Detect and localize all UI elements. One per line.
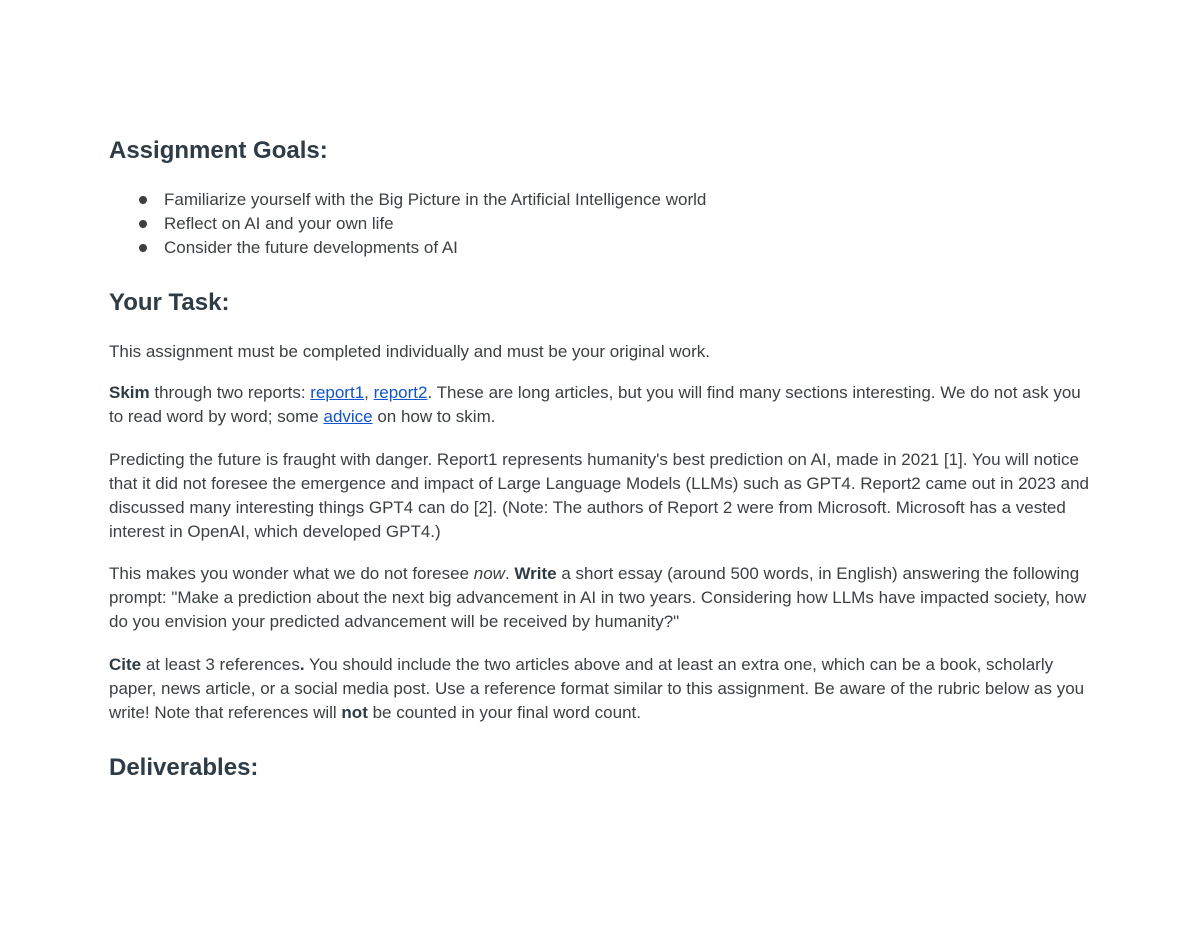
paragraph-text: This makes you wonder what we do not foresee [109, 564, 474, 583]
report2-link[interactable]: report2 [373, 383, 428, 402]
paragraph-text: on how to skim. [372, 407, 496, 426]
paragraph-text: a short essay (around 500 words, in English) answering the following prompt: "Make a prediction about the next big advancement in AI in two years. Considering how LLMs have impacted society, how do you envision your predicted advancement will be received by humanity?" [109, 564, 1087, 631]
bullet-icon [139, 196, 147, 204]
goal-text: Reflect on AI and your own life [164, 214, 394, 233]
deliverables-heading: Deliverables: [109, 754, 259, 781]
list-item [109, 236, 706, 260]
paragraph-text: . [504, 564, 515, 583]
period-bold-text: . [299, 655, 305, 674]
cite-bold-text: Cite [109, 655, 142, 674]
now-italic-text: now [473, 564, 505, 583]
assignment-goals-heading: Assignment Goals: [109, 137, 328, 164]
skim-paragraph [109, 381, 1099, 429]
bullet-icon [139, 220, 147, 228]
individual-work-paragraph: This assignment must be completed individually and must be your original work. [109, 342, 710, 361]
skim-bold-text: Skim [109, 383, 150, 402]
write-essay-paragraph [109, 562, 1099, 634]
goals-list [109, 188, 706, 260]
separator-text: , [364, 383, 374, 402]
list-item [109, 212, 706, 236]
not-bold-text: not [341, 703, 368, 722]
paragraph-text: through two reports: [149, 383, 311, 402]
list-item [109, 188, 706, 212]
write-bold-text: Write [514, 564, 557, 583]
goal-text: Familiarize yourself with the Big Picture in the Artificial Intelligence world [164, 190, 707, 209]
advice-link[interactable]: advice [323, 407, 373, 426]
bullet-icon [139, 244, 147, 252]
paragraph-text: be counted in your final word count. [367, 703, 641, 722]
paragraph-text: You should include the two articles above and at least an extra one, which can be a book, scholarly paper, news article, or a social media post. Use a reference format similar to this assignment. Be aware of the rubric below as you write! Note that references will [109, 655, 1085, 722]
paragraph-text: at least 3 references [141, 655, 300, 674]
prediction-paragraph: Predicting the future is fraught with danger. Report1 represents humanity's best prediction on AI, made in 2021 [1]. You will notice that it did not foresee the emergence and impact of Large Language Models (LLMs) such as GPT4. Report2 came out in 2023 and discussed many interesting things GPT4 can do [2]. (Note: The authors of Report 2 were from Microsoft. Microsoft has a vested interest in OpenAI, which developed GPT4.) [109, 450, 1089, 541]
cite-paragraph [109, 653, 1099, 725]
paragraph-text: . These are long articles, but you will find many sections interesting. We do not ask you to read word by word; some [109, 383, 1081, 426]
your-task-heading: Your Task: [109, 289, 230, 316]
report1-link[interactable]: report1 [310, 383, 365, 402]
goal-text: Consider the future developments of AI [164, 238, 458, 257]
